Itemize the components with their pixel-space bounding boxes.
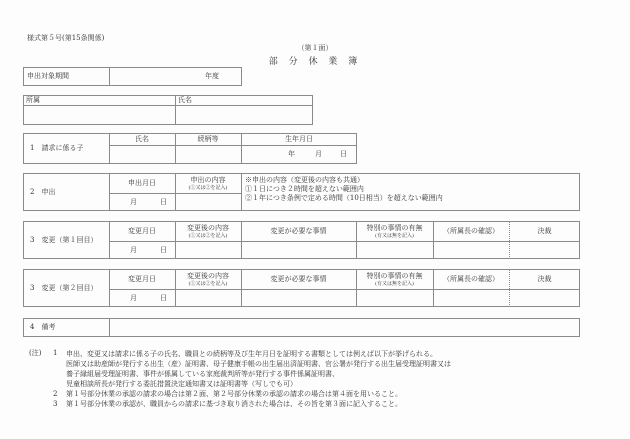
change1-confirm-header: （所属長の確認） bbox=[443, 226, 499, 235]
change1-approval-input[interactable] bbox=[510, 242, 579, 258]
application-content-input[interactable] bbox=[176, 194, 240, 210]
application-section-label: 2 申出 bbox=[30, 187, 56, 196]
child-name-header: 氏名 bbox=[135, 134, 149, 143]
child-birth-input[interactable] bbox=[242, 146, 356, 163]
child-birth-header: 生年月日 bbox=[285, 134, 313, 143]
application-month-label: 月 bbox=[130, 197, 137, 206]
change1-reason-input[interactable] bbox=[242, 242, 355, 258]
birth-year-label: 年 bbox=[288, 150, 295, 158]
change2-confirm-input[interactable] bbox=[434, 290, 508, 306]
change1-date-header: 変更月日 bbox=[128, 226, 156, 235]
footnote-1: 申出、変更又は請求に係る子の氏名、職員との続柄等及び生年月日を証明する書類としては例えば以下が挙げられる。 医師又は助産師が発行する出生（産）証明書、母子健康手帳の出生届出済証明書、官公署が発行する出生届受理証明書又は 養子縁組届受理証明書、事件が係属している家庭裁判所等が発行する事件係属証明書、 児童相談所長が発行する委託措置決定通知書又は証明書等（写しでも可） bbox=[66, 350, 451, 388]
page-label: （第１面） bbox=[297, 44, 333, 52]
child-relation-header: 続柄等 bbox=[197, 134, 219, 143]
footnote-3: 第１号部分休業の承認が、職員からの請求に基づき取り消された場合は、その旨を第３面に記入すること。 bbox=[66, 400, 402, 408]
child-name-input[interactable] bbox=[110, 146, 174, 163]
change2-special-header: 特別の事情の有無 (有又は無を記入) bbox=[366, 271, 423, 287]
change2-reason-input[interactable] bbox=[242, 290, 355, 306]
change2-approval-header: 決裁 bbox=[537, 274, 552, 283]
application-day-label: 日 bbox=[160, 197, 167, 206]
change1-month-label: 月 bbox=[130, 245, 137, 254]
footnote-prefix: (注) bbox=[29, 349, 42, 357]
birth-month-label: 月 bbox=[315, 150, 322, 158]
change1-special-header: 特別の事情の有無 (有又は無を記入) bbox=[366, 223, 423, 239]
birth-day-label: 日 bbox=[340, 150, 347, 158]
name-label: 氏名 bbox=[178, 95, 192, 104]
change1-content-input[interactable] bbox=[176, 242, 240, 258]
child-relation-input[interactable] bbox=[176, 146, 240, 163]
change1-special-input[interactable] bbox=[357, 242, 432, 258]
change2-content-input[interactable] bbox=[176, 290, 240, 306]
change1-reason-header: 変更が必要な事情 bbox=[270, 226, 327, 235]
footnote-2: 第１号部分休業の承認の請求の場合は第２面、第２号部分休業の承認の請求の場合は第４面を用いること。 bbox=[66, 390, 402, 398]
change2-confirm-header: （所属長の確認） bbox=[443, 274, 499, 283]
change1-section-label: 3 変更（第１回目） bbox=[30, 235, 98, 244]
name-input[interactable] bbox=[176, 106, 312, 124]
period-input[interactable] bbox=[110, 68, 241, 85]
change2-section-label: 3 変更（第２回目） bbox=[30, 283, 98, 292]
change1-content-header: 変更後の内容 (①又は②を記入) bbox=[187, 223, 229, 239]
period-label: 申出対象期間 bbox=[27, 72, 69, 80]
child-section-label: 1 請求に係る子 bbox=[30, 144, 84, 152]
dept-input[interactable] bbox=[24, 106, 174, 124]
dept-label: 所属 bbox=[26, 95, 40, 104]
period-year-suffix: 年度 bbox=[205, 72, 219, 80]
application-date-header: 申出月日 bbox=[128, 178, 156, 187]
application-content-header: 申出の内容 (①又は②を記入) bbox=[188, 175, 228, 191]
page-title: 部 分 休 業 簿 bbox=[268, 57, 362, 67]
change2-special-input[interactable] bbox=[357, 290, 432, 306]
footnote-2-num: 2 bbox=[53, 390, 58, 398]
change2-month-label: 月 bbox=[130, 293, 137, 302]
remarks-section-label: 4 備考 bbox=[30, 323, 56, 331]
change1-day-label: 日 bbox=[160, 245, 167, 254]
remarks-input[interactable] bbox=[110, 319, 579, 336]
change2-reason-header: 変更が必要な事情 bbox=[270, 274, 327, 283]
change2-approval-input[interactable] bbox=[510, 290, 579, 306]
change1-confirm-input[interactable] bbox=[434, 242, 508, 258]
change2-date-header: 変更月日 bbox=[128, 274, 156, 283]
change1-approval-header: 決裁 bbox=[537, 226, 552, 235]
footnote-3-num: 3 bbox=[53, 400, 58, 408]
change2-day-label: 日 bbox=[160, 293, 167, 302]
footnote-1-num: 1 bbox=[53, 349, 58, 357]
form-number: 様式第５号(第15条関係) bbox=[27, 34, 105, 42]
application-notes: ※申出の内容（変更後の内容も共通） ①１日につき２時間を超えない範囲内 ②１年につき条例で定める時間（10日相当）を超えない範囲内 bbox=[245, 176, 443, 202]
change2-content-header: 変更後の内容 (①又は②を記入) bbox=[187, 271, 229, 287]
